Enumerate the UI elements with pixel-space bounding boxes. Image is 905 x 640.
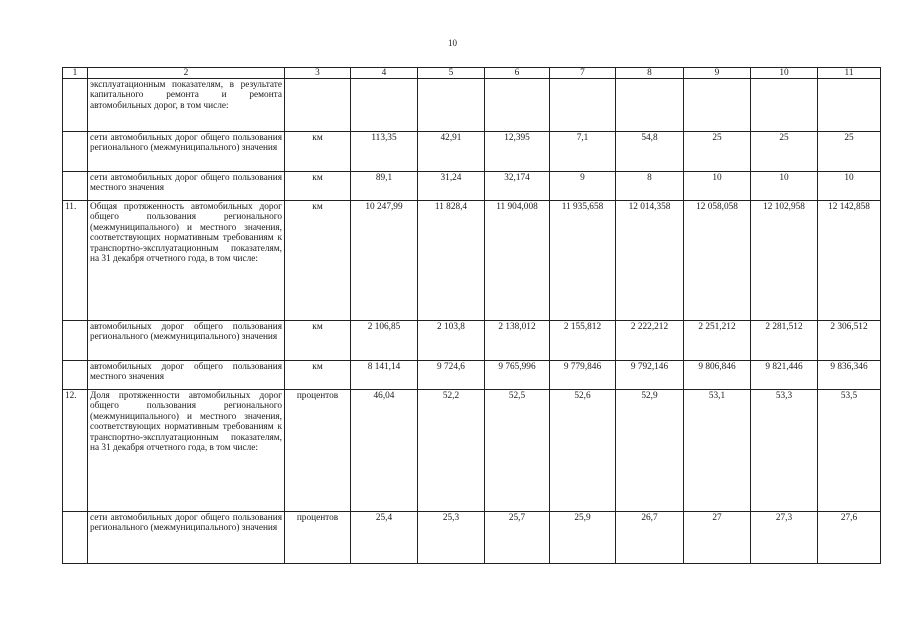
value-cell (616, 79, 684, 132)
unit-cell (285, 79, 351, 132)
value-cell: 12,395 (485, 132, 550, 172)
value-cell: 11 935,658 (550, 201, 616, 321)
row-number (63, 321, 88, 361)
value-cell: 2 138,012 (485, 321, 550, 361)
table-row (63, 512, 881, 564)
value-cell: 89,1 (351, 172, 418, 201)
value-cell: 2 106,85 (351, 321, 418, 361)
value-cell: 2 306,512 (818, 321, 881, 361)
value-cell (751, 79, 818, 132)
indicator-description: Общая протяженность автомобильных дорог общего пользования регионального (межмуниципального) и местного значения, соответствующих нормативным требованиям к транспортно-эксплуатационным показателям, на 31 декабря отчетного года, в том числе: (88, 201, 285, 321)
value-cell: 53,1 (684, 390, 751, 512)
value-cell: 31,24 (418, 172, 485, 201)
row-number (63, 512, 88, 564)
value-cell (818, 79, 881, 132)
table-row (63, 201, 881, 321)
column-number: 7 (550, 68, 616, 79)
value-cell: 52,2 (418, 390, 485, 512)
value-cell: 9 836,346 (818, 361, 881, 390)
value-cell: 46,04 (351, 390, 418, 512)
value-cell: 52,5 (485, 390, 550, 512)
value-cell: 2 281,512 (751, 321, 818, 361)
indicator-description: Доля протяженности автомобильных дорог общего пользования регионального (межмуниципального) и местного значения, соответствующих нормативным требованиям к транспортно-эксплуатационным показателям, на 31 декабря отчетного года, в том числе: (88, 390, 285, 512)
unit-cell: км (285, 361, 351, 390)
value-cell: 10 (818, 172, 881, 201)
value-cell: 25,9 (550, 512, 616, 564)
value-cell: 25,3 (418, 512, 485, 564)
table-row (63, 172, 881, 201)
value-cell: 25 (751, 132, 818, 172)
value-cell: 11 904,008 (485, 201, 550, 321)
table-row (63, 361, 881, 390)
column-number: 5 (418, 68, 485, 79)
row-number: 11. (63, 201, 88, 321)
table-row (63, 79, 881, 132)
unit-cell: процентов (285, 512, 351, 564)
unit-cell: км (285, 172, 351, 201)
value-cell (485, 79, 550, 132)
value-cell: 9 821,446 (751, 361, 818, 390)
value-cell: 32,174 (485, 172, 550, 201)
column-number: 2 (88, 68, 285, 79)
value-cell: 25 (818, 132, 881, 172)
value-cell: 26,7 (616, 512, 684, 564)
value-cell: 25,4 (351, 512, 418, 564)
value-cell: 52,6 (550, 390, 616, 512)
row-number: 12. (63, 390, 88, 512)
value-cell: 25,7 (485, 512, 550, 564)
column-number: 10 (751, 68, 818, 79)
value-cell: 27,3 (751, 512, 818, 564)
column-number: 6 (485, 68, 550, 79)
value-cell: 9 724,6 (418, 361, 485, 390)
column-number: 4 (351, 68, 418, 79)
row-number (63, 132, 88, 172)
value-cell: 9 (550, 172, 616, 201)
column-number: 8 (616, 68, 684, 79)
value-cell: 8 141,14 (351, 361, 418, 390)
value-cell: 2 103,8 (418, 321, 485, 361)
row-number (63, 79, 88, 132)
value-cell: 9 779,846 (550, 361, 616, 390)
value-cell (550, 79, 616, 132)
unit-cell: процентов (285, 390, 351, 512)
value-cell: 42,91 (418, 132, 485, 172)
value-cell: 9 792,146 (616, 361, 684, 390)
value-cell: 12 102,958 (751, 201, 818, 321)
indicator-description: сети автомобильных дорог общего пользования регионального (межмуниципального) значения (88, 512, 285, 564)
unit-cell: км (285, 321, 351, 361)
column-number: 1 (63, 68, 88, 79)
column-number-row (63, 68, 881, 79)
value-cell: 113,35 (351, 132, 418, 172)
indicator-description: автомобильных дорог общего пользования регионального (межмуниципального) значения (88, 321, 285, 361)
value-cell: 2 155,812 (550, 321, 616, 361)
value-cell (684, 79, 751, 132)
row-number (63, 361, 88, 390)
value-cell: 27,6 (818, 512, 881, 564)
value-cell (351, 79, 418, 132)
indicator-description: автомобильных дорог общего пользования местного значения (88, 361, 285, 390)
table-row (63, 132, 881, 172)
value-cell: 2 222,212 (616, 321, 684, 361)
value-cell: 53,5 (818, 390, 881, 512)
row-number (63, 172, 88, 201)
table-row (63, 321, 881, 361)
page-number: 10 (448, 38, 457, 48)
value-cell: 9 806,846 (684, 361, 751, 390)
value-cell: 54,8 (616, 132, 684, 172)
value-cell: 10 (684, 172, 751, 201)
table-row (63, 390, 881, 512)
value-cell: 7,1 (550, 132, 616, 172)
value-cell: 12 014,358 (616, 201, 684, 321)
value-cell: 11 828,4 (418, 201, 485, 321)
unit-cell: км (285, 132, 351, 172)
value-cell: 8 (616, 172, 684, 201)
indicator-description: эксплуатационным показателям, в результате капитального ремонта и ремонта автомобильных дорог, в том числе: (88, 79, 285, 132)
value-cell: 52,9 (616, 390, 684, 512)
unit-cell: км (285, 201, 351, 321)
value-cell (418, 79, 485, 132)
column-number: 3 (285, 68, 351, 79)
value-cell: 9 765,996 (485, 361, 550, 390)
indicator-description: сети автомобильных дорог общего пользования местного значения (88, 172, 285, 201)
indicators-table (62, 67, 881, 564)
value-cell: 10 247,99 (351, 201, 418, 321)
value-cell: 27 (684, 512, 751, 564)
value-cell: 2 251,212 (684, 321, 751, 361)
value-cell: 12 058,058 (684, 201, 751, 321)
value-cell: 10 (751, 172, 818, 201)
value-cell: 12 142,858 (818, 201, 881, 321)
column-number: 11 (818, 68, 881, 79)
value-cell: 53,3 (751, 390, 818, 512)
indicator-description: сети автомобильных дорог общего пользования регионального (межмуниципального) значения (88, 132, 285, 172)
value-cell: 25 (684, 132, 751, 172)
column-number: 9 (684, 68, 751, 79)
